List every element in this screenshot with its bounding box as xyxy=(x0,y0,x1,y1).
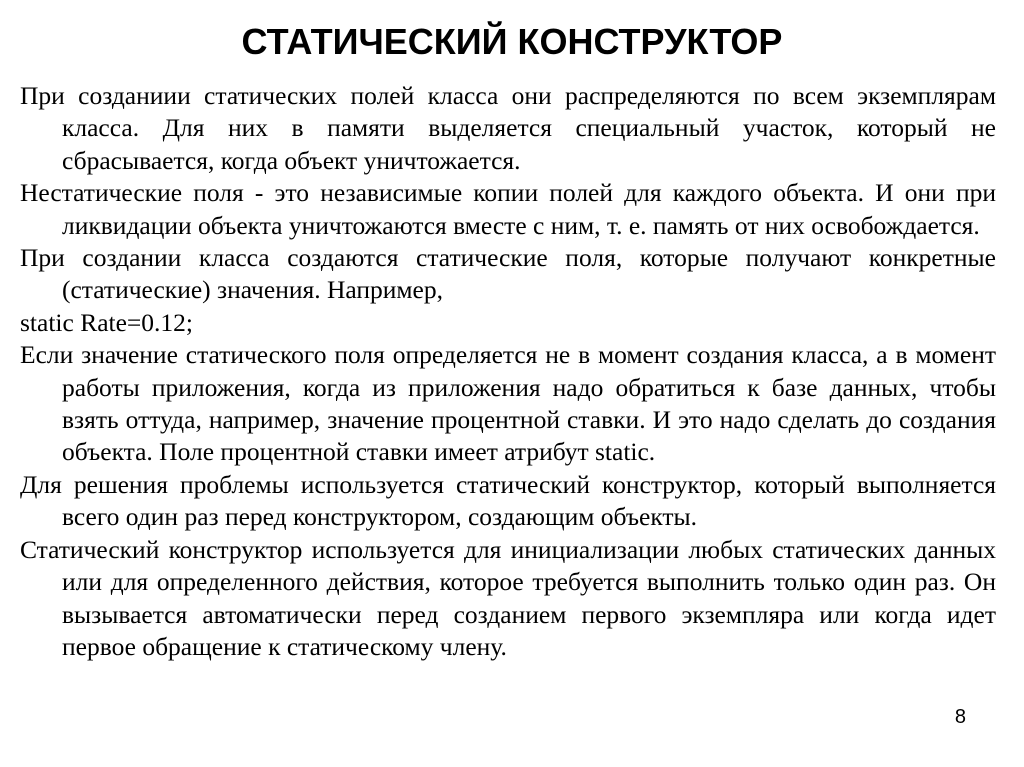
slide-title: СТАТИЧЕСКИЙ КОНСТРУКТОР xyxy=(241,21,783,62)
paragraph-static-fields: При созданиии статических полей класса они распределяются по всем экземплярам класса. Для них в памяти выделяется специальный участок, который не сбрасывается, когда объект уничтожается. xyxy=(20,81,996,175)
paragraph-solution: Для решения проблемы используется статический конструктор, который выполняется всего один раз перед конструктором, создающим объекты. xyxy=(20,469,996,532)
slide-body xyxy=(20,80,996,663)
paragraph-static-constructor-usage: Статический конструктор используется для инициализации любых статических данных или для определенного действия, которое требуется выполнить только один раз. Он вызывается автоматически перед созданием первого экземпляра или когда идет первое обращение к статическому члену. xyxy=(20,534,996,661)
page-number: 8 xyxy=(954,706,966,728)
paragraph-nonstatic-fields: Нестатические поля - это независимые копии полей для каждого объекта. И они при ликвидации объекта уничтожаются вместе с ним, т. е. память от них освобождается. xyxy=(20,178,996,240)
paragraph-class-creation: При создании класса создаются статические поля, которые получают конкретные (статические) значения. Например, xyxy=(20,243,996,305)
code-example: static Rate=0.12; xyxy=(20,307,194,337)
paragraph-runtime-value: Если значение статического поля определяется не в момент создания класса, а в момент работы приложения, когда из приложения надо обратиться к базе данных, чтобы взять оттуда, например, значение процентной ставки. И это надо сделать до создания объекта. Поле процентной ставки имеет атрибут static. xyxy=(20,340,996,467)
